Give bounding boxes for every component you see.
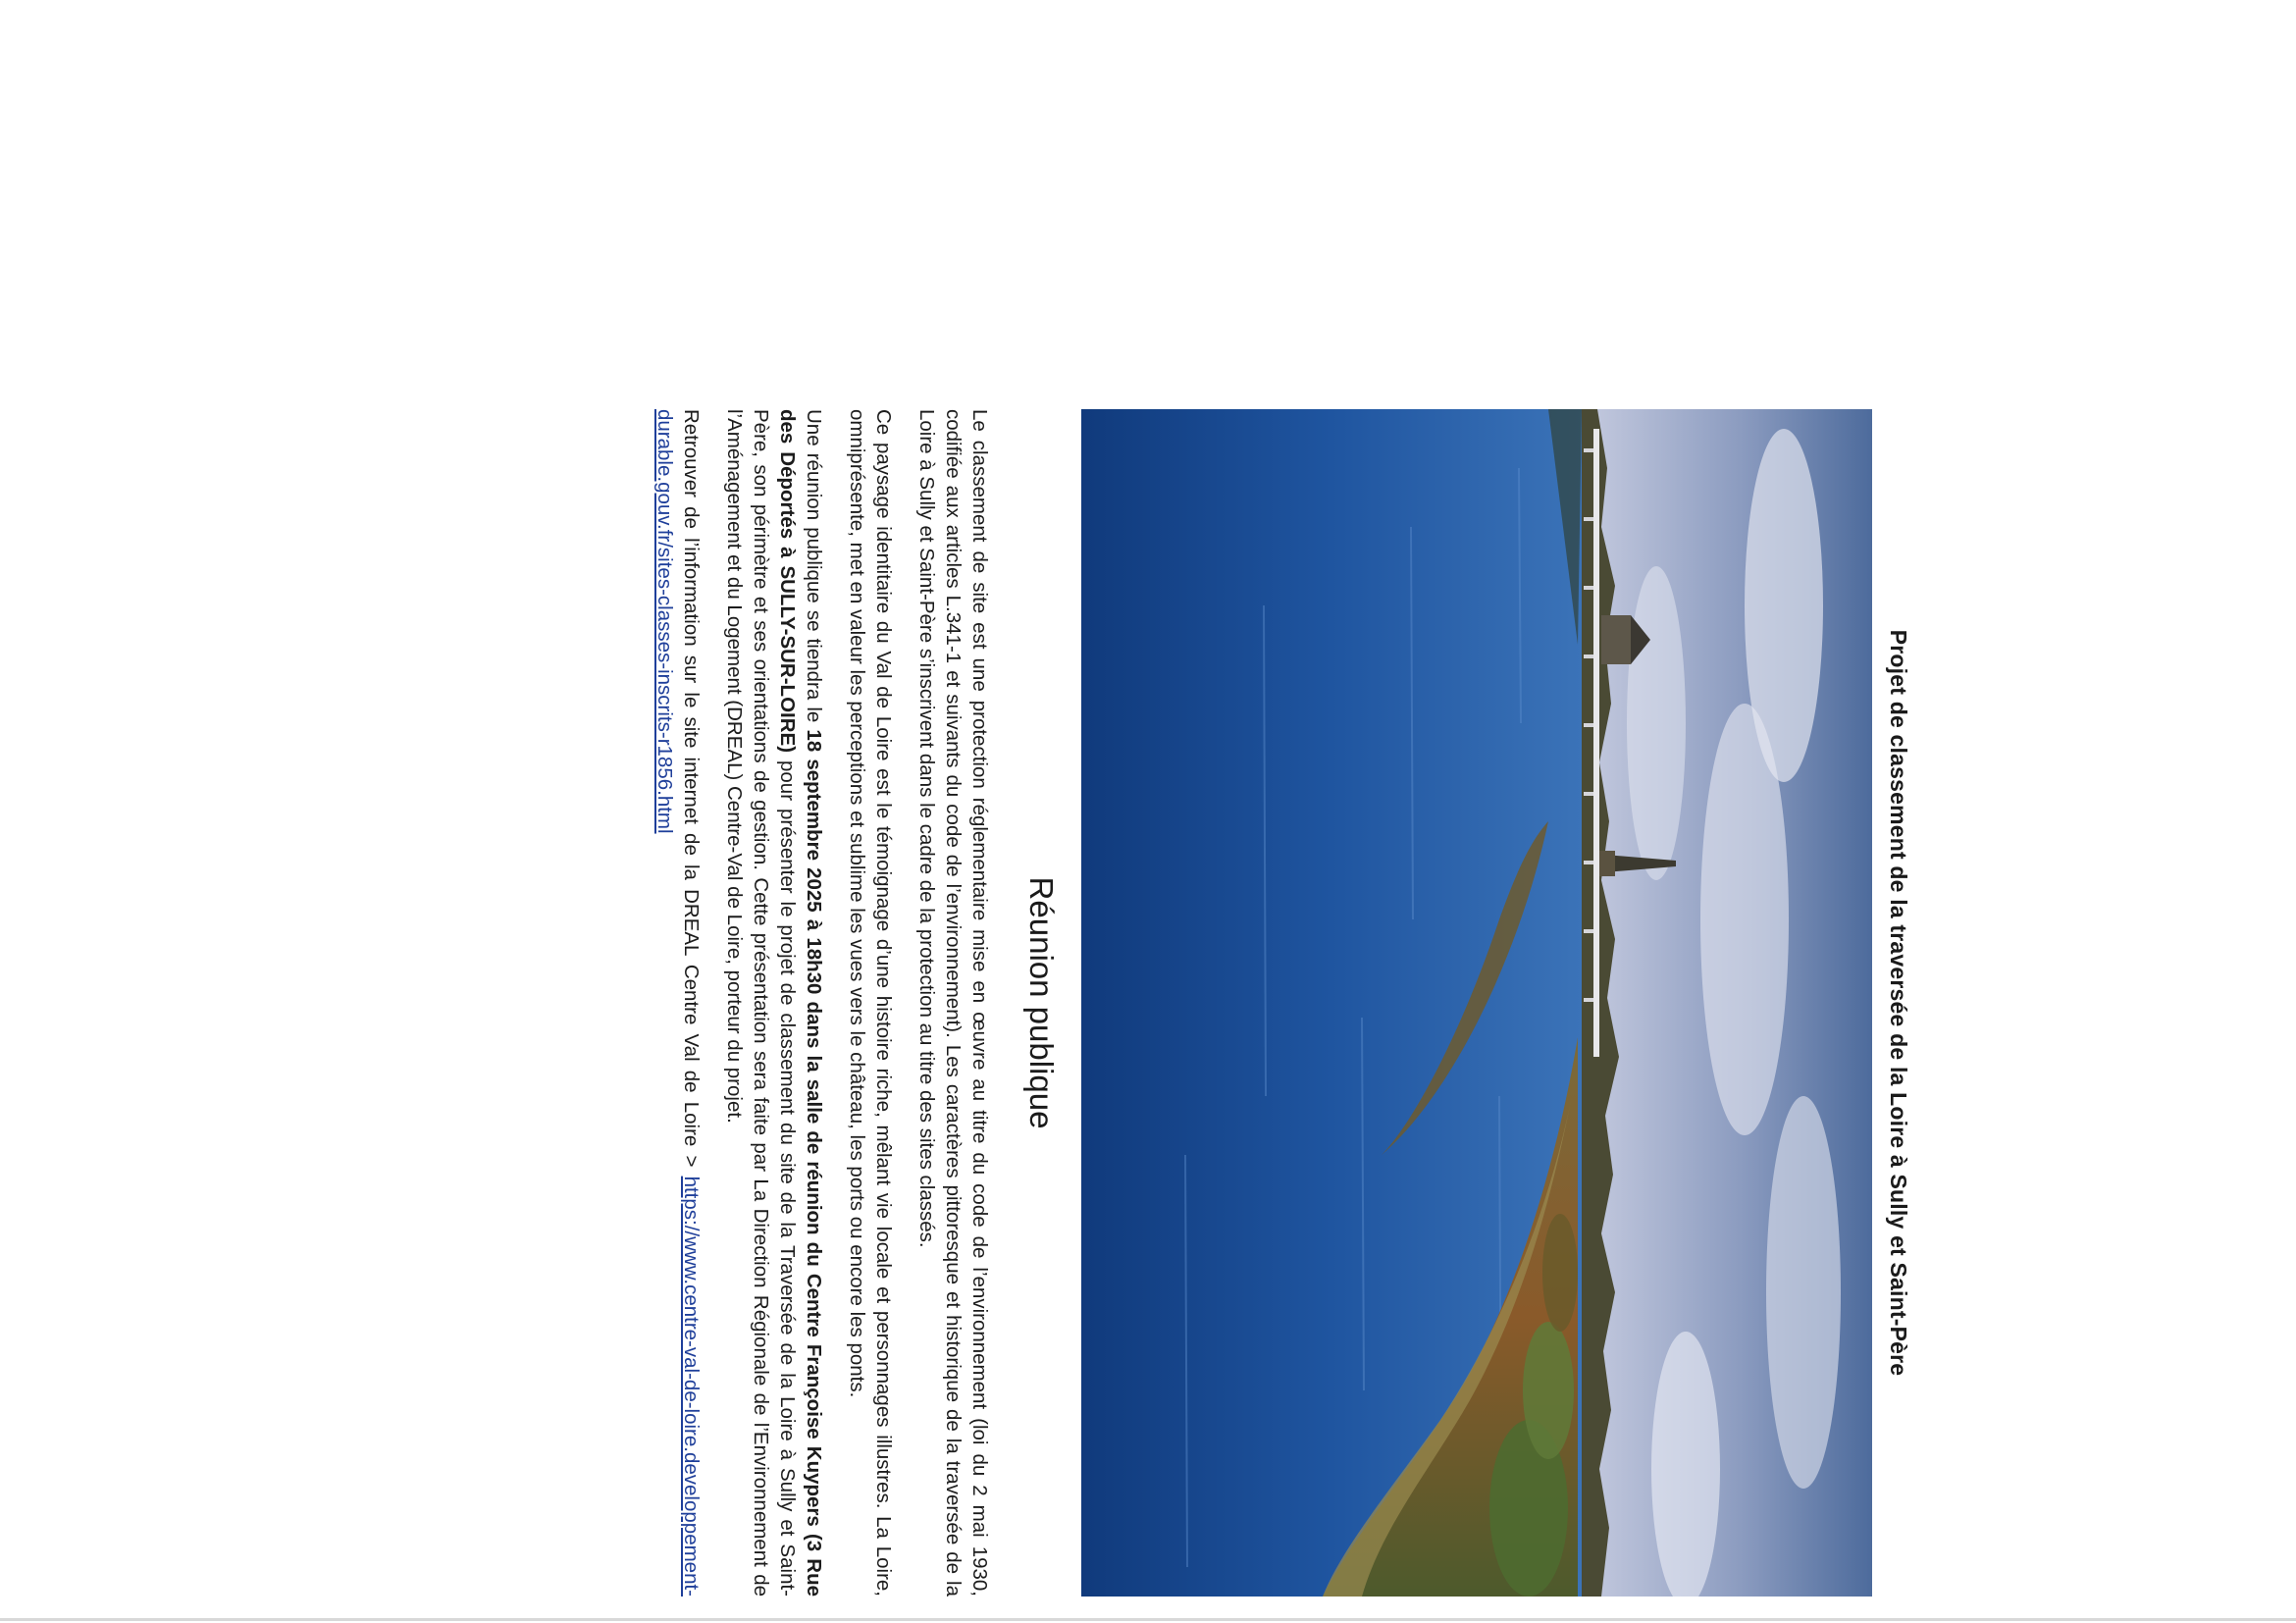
loire-landscape-photo xyxy=(1081,409,1872,1597)
paragraph-4 xyxy=(652,409,704,1597)
rotated-page xyxy=(363,213,1933,1597)
paragraph-3-rest: pour présenter le projet de classement du site de la Traversée de la Loire à Sully et Saint-Père, son périmètre et ses orientations de gestion. Cette présentation sera faite par La Direction Régionale de l’Environnement de l’Aménagement et du Logement (DREAL) Centre-Val de Loire, porteur du projet. xyxy=(723,409,799,1597)
body-text xyxy=(635,409,993,1597)
paragraph-4-intro: Retrouver de l’information sur le site internet de la DREAL Centre Val de Loire > xyxy=(680,409,703,1177)
meeting-details: 18 septembre 2025 à 18h30 dans la salle de réunion du Centre Françoise Kuypers (3 Rue des Déportés à SULLY-SUR-LOIRE) xyxy=(776,409,825,1597)
paragraph-3 xyxy=(721,409,827,1597)
paragraph-1: Le classement de site est une protection réglementaire mise en œuvre au titre du code de l’environnement (loi du 2 mai 1930, codifiée aux articles L.341-1 et suivants du code de l’environnement). Les caractères pittoresque et historique de la traversée de la Loire à Sully et Saint-Père s’inscrivent dans le cadre de la protection au titre des sites classés. xyxy=(915,409,991,1597)
photo-illustration xyxy=(1081,409,1872,1597)
scan-edge-line xyxy=(0,1618,2296,1621)
paragraph-3-intro: Une réunion publique se tiendra le xyxy=(803,409,825,730)
paragraph-2: Ce paysage identitaire du Val de Loire est le témoignage d’une histoire riche, mêlant vie locale et personnages illustres. La Loire, omniprésente, met en valeur les perceptions et sublime les vues vers le château, les ports ou encore les ponts. xyxy=(846,409,895,1597)
section-title: Réunion publique xyxy=(1023,876,1060,1129)
page-content xyxy=(363,409,1933,1597)
document-title: Projet de classement de la traversée de la Loire à Sully et Saint-Père xyxy=(1886,629,1911,1377)
dreal-website-link[interactable]: https://www.centre-val-de-loire.developpement-durable.gouv.fr/sites-classes-inscrits-r1856.html xyxy=(653,409,703,1597)
